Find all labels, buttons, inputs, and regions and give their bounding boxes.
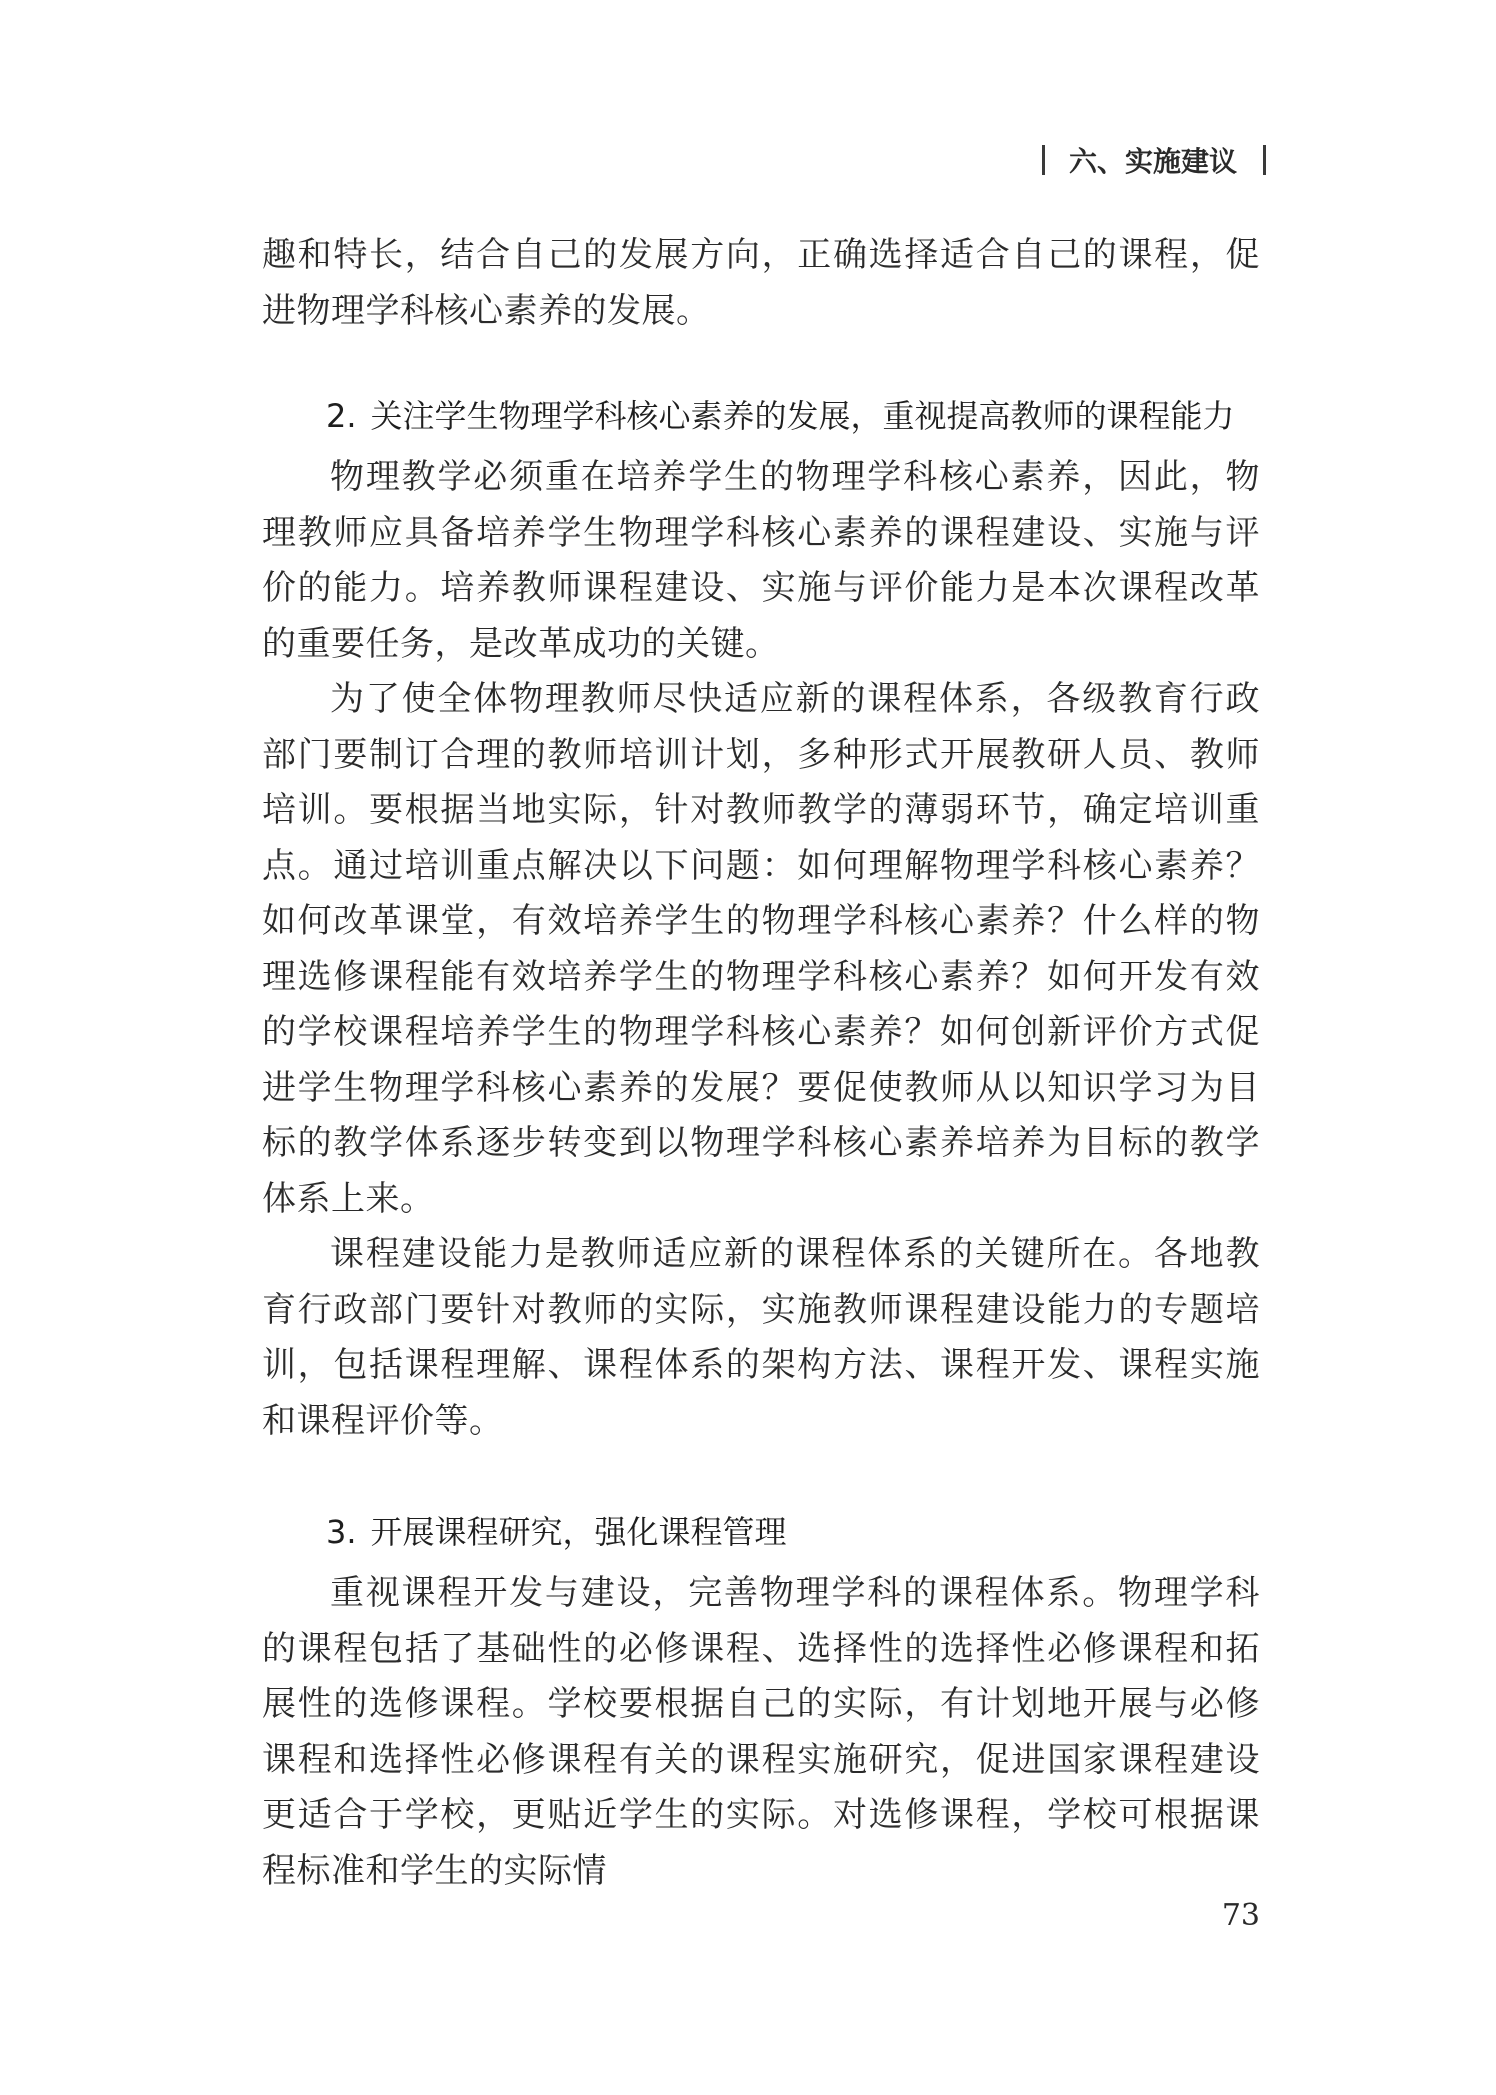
header-section-title: 六、实施建议 [1068, 145, 1237, 178]
section-2-paragraph: 物理教学必须重在培养学生的物理学科核心素养，因此，物理教师应具备培养学生物理学科核心素养的课程建设、实施与评价的能力。培养教师课程建设、实施与评价能力是本次课程改革的重要任务，是改革成功的关键。 [262, 457, 1260, 664]
page-body [262, 228, 1260, 1899]
section-2-paragraph: 课程建设能力是教师适应新的课程体系的关键所在。各地教育行政部门要针对教师的实际，实施教师课程建设能力的专题培训，包括课程理解、课程体系的架构方法、课程开发、课程实施和课程评价等。 [262, 1234, 1260, 1441]
section-3-number: 3. [326, 1513, 357, 1551]
header-divider-right [1263, 145, 1266, 175]
section-3-title: 开展课程研究，强化课程管理 [370, 1513, 787, 1551]
section-3-paragraph: 重视课程开发与建设，完善物理学科的课程体系。物理学科的课程包括了基础性的必修课程、选择性的选择性必修课程和拓展性的选修课程。学校要根据自己的实际，有计划地开展与必修课程和选择性必修课程有关的课程实施研究，促进国家课程建设更适合于学校，更贴近学生的实际。对选修课程，学校可根据课程标准和学生的实际情 [262, 1573, 1260, 1891]
header-divider-left [1042, 145, 1045, 175]
section-2-paragraph: 为了使全体物理教师尽快适应新的课程体系，各级教育行政部门要制订合理的教师培训计划，多种形式开展教研人员、教师培训。要根据当地实际，针对教师教学的薄弱环节，确定培训重点。通过培训重点解决以下问题：如何理解物理学科核心素养？如何改革课堂，有效培养学生的物理学科核心素养？什么样的物理选修课程能有效培养学生的物理学科核心素养？如何开发有效的学校课程培养学生的物理学科核心素养？如何创新评价方式促进学生物理学科核心素养的发展？要促使教师从以知识学习为目标的教学体系逐步转变到以物理学科核心素养培养为目标的教学体系上来。 [262, 679, 1260, 1219]
section-2-heading [262, 389, 1260, 444]
section-2-number: 2. [326, 397, 357, 435]
page-number: 73 [1221, 1898, 1260, 1933]
section-3-heading [262, 1505, 1260, 1560]
section-2-title: 关注学生物理学科核心素养的发展，重视提高教师的课程能力 [370, 397, 1235, 435]
running-header [1042, 138, 1266, 182]
continuation-paragraph: 趣和特长，结合自己的发展方向，正确选择适合自己的课程，促进物理学科核心素养的发展。 [262, 235, 1260, 331]
